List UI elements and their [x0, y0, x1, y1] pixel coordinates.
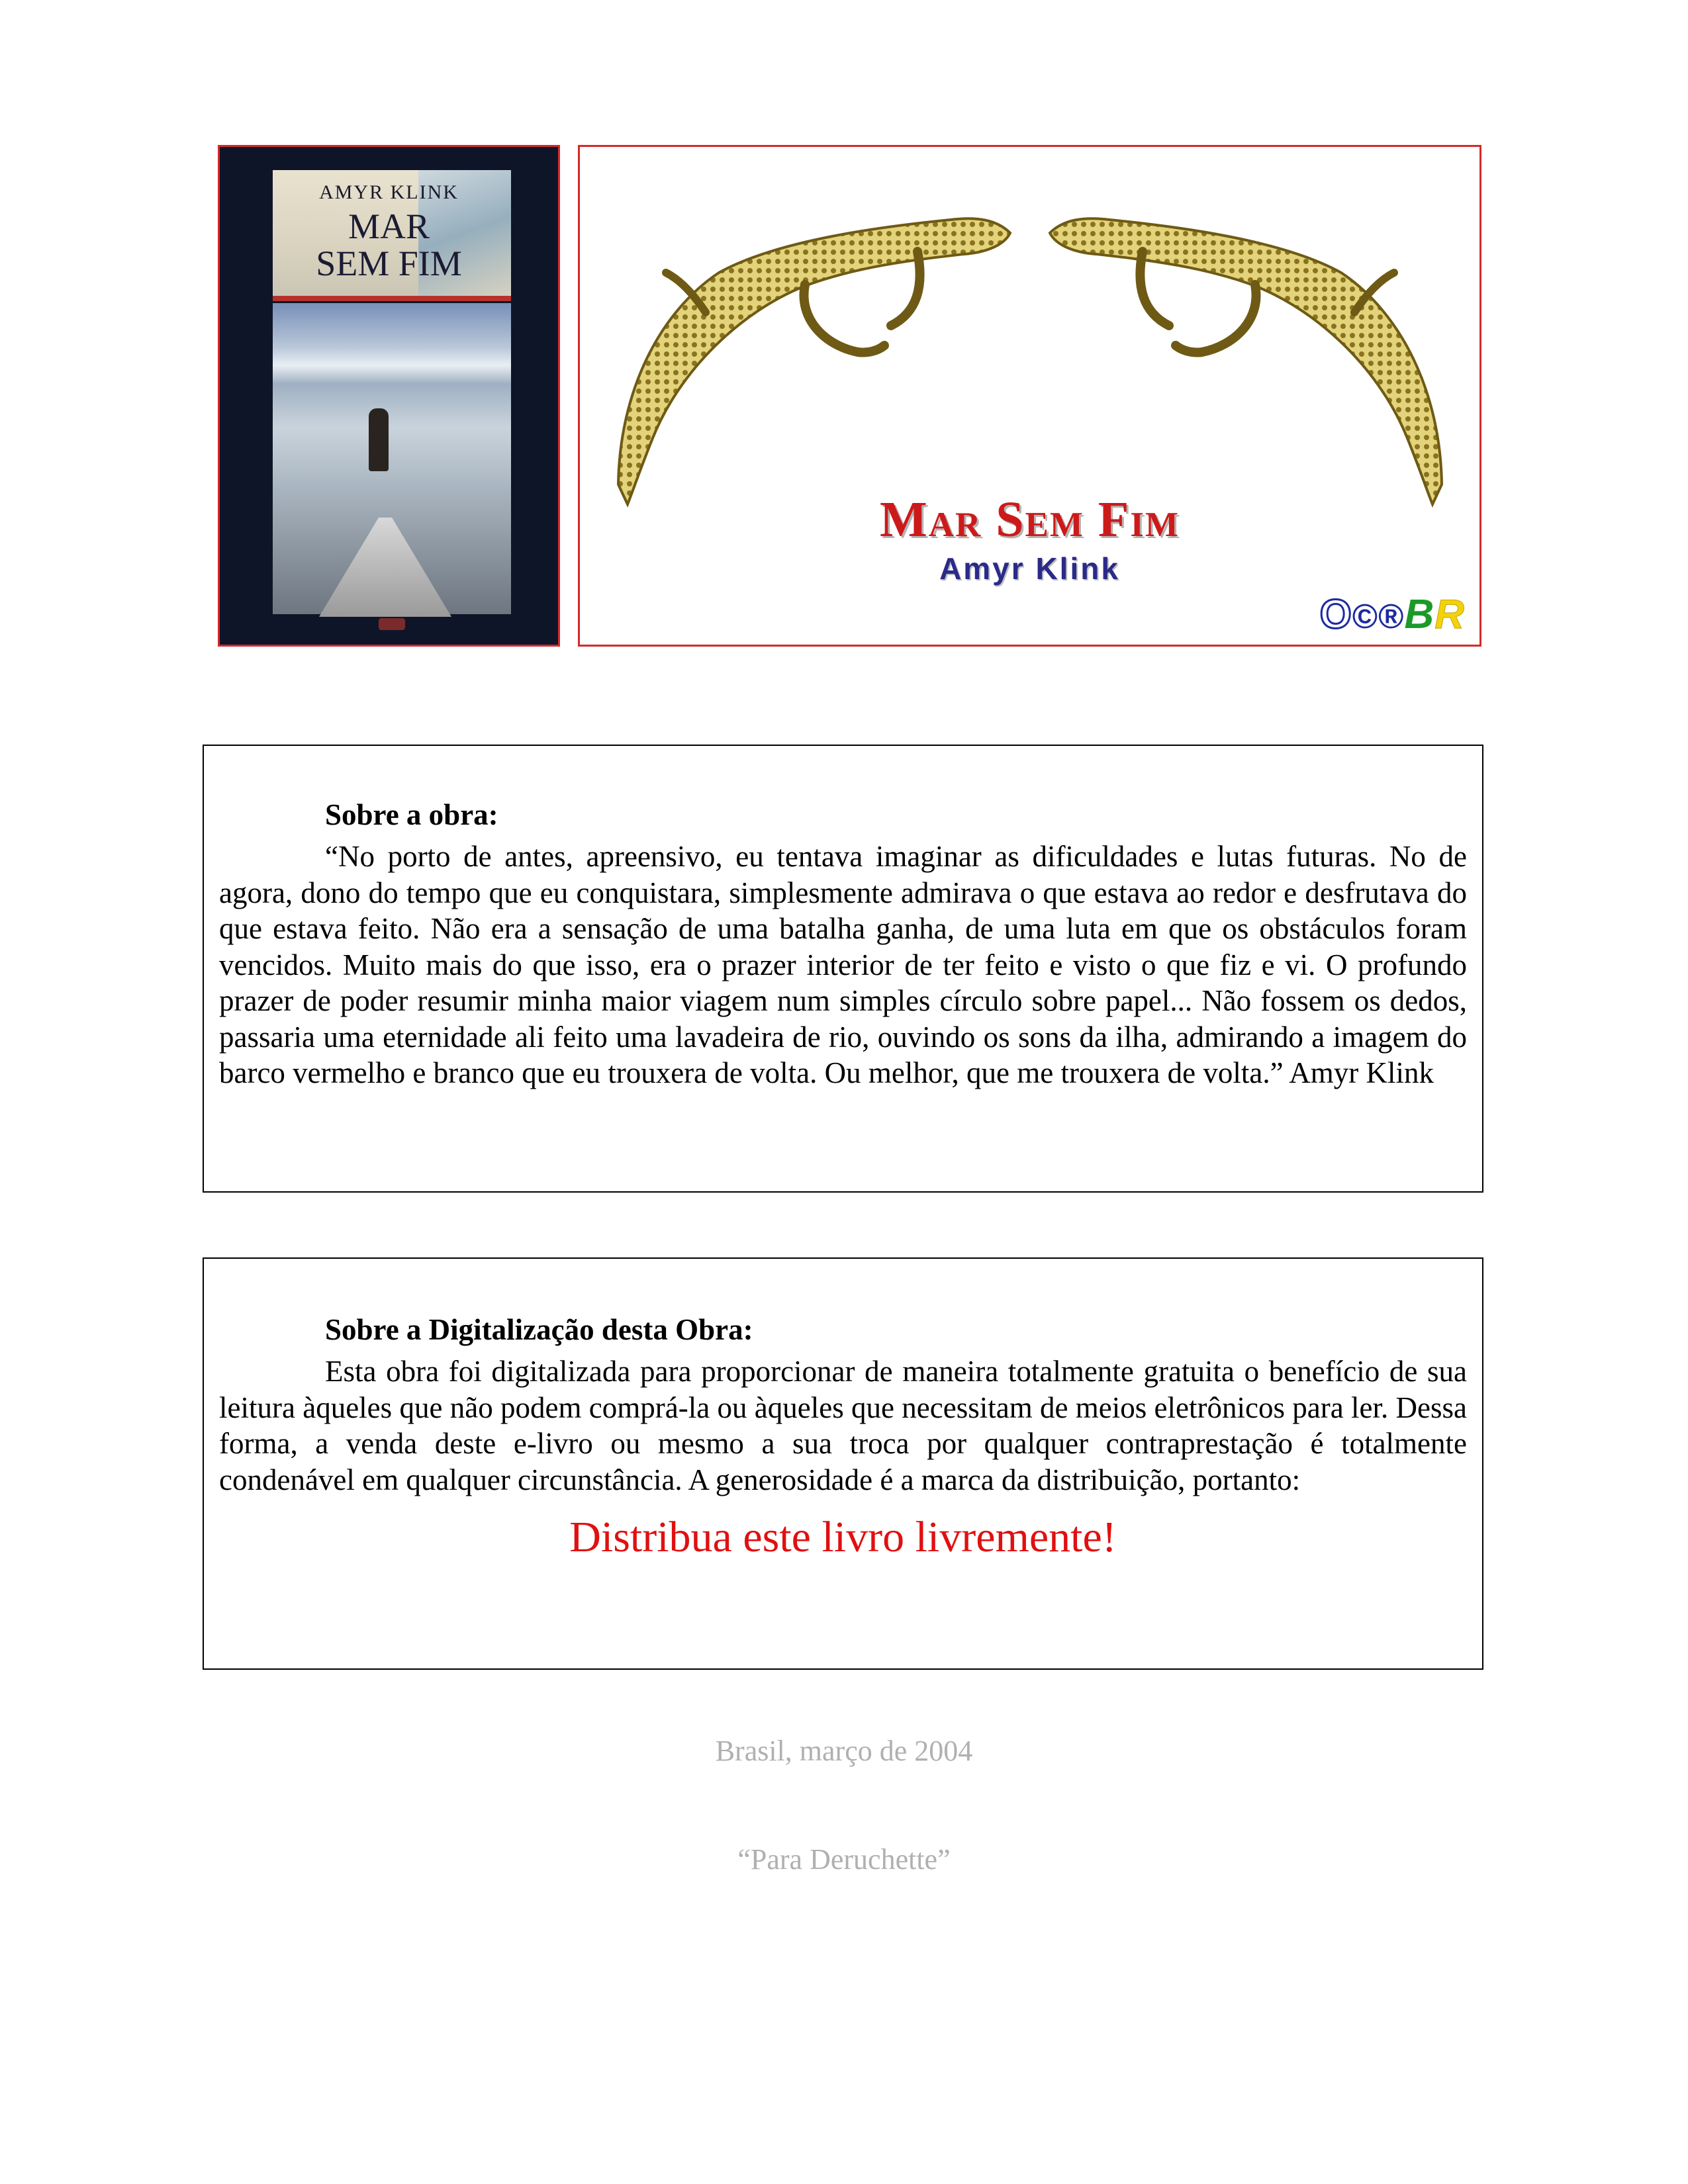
cover-title-line2: SEM FIM: [316, 244, 462, 283]
left-salamander: [618, 218, 1010, 504]
logo-letter-o: O: [1319, 592, 1352, 637]
about-work-heading: Sobre a obra:: [325, 798, 498, 831]
cover-title-line1: MAR: [348, 206, 430, 246]
about-digitization-box: [203, 1257, 1483, 1670]
about-work-box: [203, 745, 1483, 1193]
distribute-call-to-action: Distribua este livro livremente!: [569, 1513, 1117, 1561]
about-digitization-text: Esta obra foi digitalizada para proporcionar de maneira totalmente gratuita o benefício de sua leitura àqueles que não podem comprá-la ou àqueles que necessitam de meios eletrônicos para ler. Dessa forma, a venda deste e-livro ou mesmo a sua troca por qualquer contraprestação é totalmente condenável em qualquer circunstância. A generosidade é a marca da distribuição, portanto:: [219, 1355, 1467, 1496]
cover-title: [220, 208, 558, 282]
logo-letter-r: R: [1434, 592, 1465, 637]
logo-letter-b: B: [1404, 592, 1435, 637]
right-salamander: [1050, 218, 1442, 504]
book-cover-image: [218, 145, 560, 647]
book-author: Amyr Klink: [939, 551, 1120, 586]
about-digitization-heading: Sobre a Digitalização desta Obra:: [325, 1313, 753, 1346]
about-work-text: “No porto de antes, apreensivo, eu tentava imaginar as dificuldades e lutas futuras. No de agora, dono do tempo que eu conquistara, simplesmente admirava o que estava ao redor e desfrutava do que estava feito. Não era a sensação de uma batalha ganha, de uma luta em que os obstáculos foram vencidos. Muito mais do que isso, era o prazer interior de ter feito e visto o que fiz e vi. O profundo prazer de poder resumir minha maior viagem num simples círculo sobre papel... Não fossem os dedos, passaria uma eternidade ali feito uma lavadeira de rio, ouvindo os sons da ilha, admirando a imagem do barco vermelho e branco que eu trouxera de volta. Ou melhor, que me trouxera de volta.” Amyr Klink: [219, 840, 1467, 1089]
dedication: “Para Deruchette”: [737, 1843, 951, 1876]
cover-publisher-logo: [379, 618, 405, 630]
cover-person-figure: [369, 408, 389, 471]
place-date: Brasil, março de 2004: [715, 1735, 973, 1767]
book-title: Mar Sem Fim: [880, 492, 1180, 547]
logo-letter-cr: ©®: [1352, 598, 1405, 636]
ocr-br-logo: [1320, 591, 1465, 638]
cover-red-stripe: [273, 296, 511, 301]
title-panel: [578, 145, 1481, 647]
cover-author: AMYR KLINK: [319, 181, 459, 203]
